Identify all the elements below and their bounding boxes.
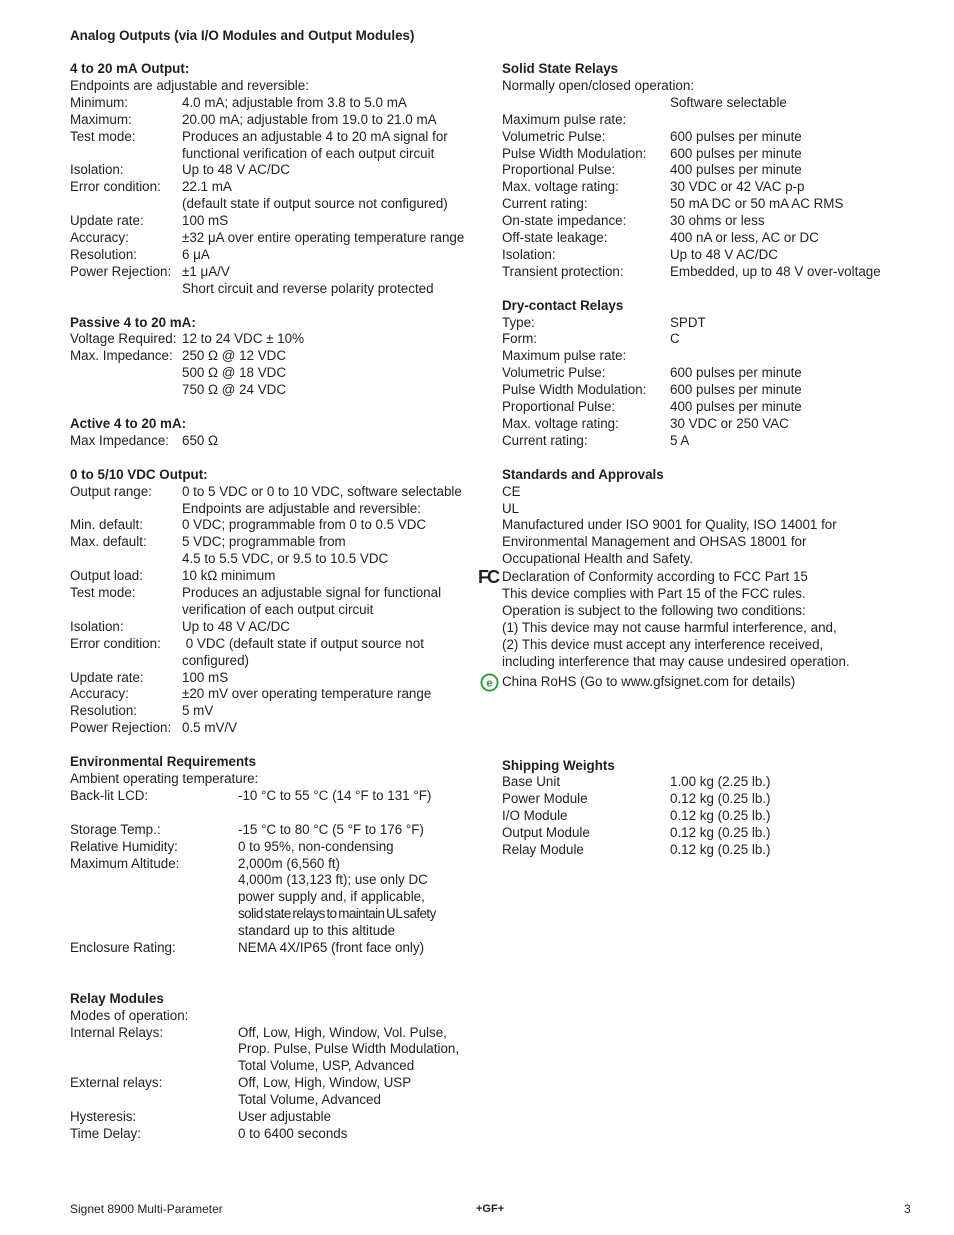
section-title: Environmental Requirements [70, 754, 257, 770]
spec-rows [502, 774, 922, 859]
spec-value-line: -15 °C to 80 °C (5 °F to 176 °F) [238, 821, 424, 837]
spec-row [502, 247, 922, 264]
spec-value [182, 484, 485, 518]
spec-row [70, 670, 485, 687]
spec-key: Max Impedance: [70, 432, 169, 448]
spec-value-line: 30 VDC or 42 VAC p-p [670, 179, 805, 195]
spec-row [70, 940, 485, 957]
right-column [478, 61, 922, 876]
spec-value-line: SPDT [670, 314, 706, 330]
spec-value [182, 703, 485, 720]
spec-value [182, 331, 485, 348]
section-title: Solid State Relays [502, 61, 619, 76]
spec-value [182, 720, 485, 737]
spec-value-line: functional verification of each output circuit [182, 145, 435, 161]
spec-value [182, 433, 485, 450]
spec-row [502, 348, 922, 365]
spec-value [670, 399, 922, 416]
spec-value-line: 0 VDC (default state if output source not [182, 635, 424, 651]
spec-key: Base Unit [502, 774, 561, 790]
spec-value-line: 400 pulses per minute [670, 162, 802, 178]
spec-key: Internal Relays: [70, 1024, 164, 1040]
spec-key: Pulse Width Modulation: [502, 382, 647, 398]
spec-value-line: Embedded, up to 48 V over-voltage [670, 263, 881, 279]
spec-value [670, 264, 922, 281]
spec-key: Output range: [70, 483, 152, 499]
spec-value-line: Produces an adjustable signal for functional [182, 585, 442, 601]
spec-row [70, 129, 485, 163]
spec-value-line: Up to 48 V AC/DC [670, 246, 778, 262]
spec-row [502, 112, 922, 129]
spec-row [70, 636, 485, 670]
fcc-line: Operation is subject to the following two conditions: [502, 602, 806, 618]
spec-key: Resolution: [70, 703, 137, 719]
spec-key: Voltage Required: [70, 331, 177, 347]
spec-rows [70, 822, 485, 957]
spec-key: Isolation: [502, 246, 556, 262]
spec-key: Off-state leakage: [502, 230, 608, 246]
spec-key: Transient protection: [502, 263, 624, 279]
section-title: Standards and Approvals [502, 466, 664, 482]
china-rohs-icon [480, 673, 499, 692]
spec-key: Power Rejection: [70, 720, 172, 736]
spec-row [502, 331, 922, 348]
spec-value [670, 230, 922, 247]
page-title: Analog Outputs (via I/O Modules and Output Modules) [70, 28, 415, 43]
spec-key: Accuracy: [70, 230, 129, 246]
spec-value-line: 12 to 24 VDC ± 10% [182, 331, 304, 347]
spec-value [238, 839, 485, 856]
spec-value [182, 619, 485, 636]
spec-value-line: 5 VDC; programmable from [182, 534, 346, 550]
spec-key: Update rate: [70, 213, 144, 229]
spec-key: Isolation: [70, 162, 124, 178]
section-shipping-weights [502, 758, 922, 859]
section-title: 4 to 20 mA Output: [70, 61, 190, 76]
fcc-line: This device complies with Part 15 of the FCC rules. [502, 586, 806, 602]
spec-key: Accuracy: [70, 686, 129, 702]
spec-value-line: solid state relays to maintain UL safety [238, 906, 436, 922]
spec-row [70, 95, 485, 112]
section-title: Passive 4 to 20 mA: [70, 314, 196, 330]
footer-product-name: Signet 8900 Multi-Parameter [70, 1202, 223, 1216]
spec-value [238, 1126, 485, 1143]
spec-rows [70, 1025, 485, 1143]
fcc-line: Declaration of Conformity according to FCC Part 15 [502, 569, 808, 585]
spec-key: Output Module [502, 825, 590, 841]
spec-value-line: Off, Low, High, Window, Vol. Pulse, [238, 1024, 447, 1040]
spec-value-line: 10 kΩ minimum [182, 568, 276, 584]
section-title: Active 4 to 20 mA: [70, 416, 187, 431]
spec-value [670, 808, 922, 825]
spec-rows [502, 315, 922, 450]
spec-row [502, 196, 922, 213]
spec-value-line: Short circuit and reverse polarity protected [182, 280, 434, 296]
spec-key: Type: [502, 314, 535, 330]
spec-row [502, 213, 922, 230]
spec-value [670, 112, 922, 129]
section-title: Shipping Weights [502, 757, 615, 773]
spec-key: Proportional Pulse: [502, 162, 616, 178]
spec-row [70, 331, 485, 348]
spec-value [238, 822, 485, 839]
spec-value [670, 315, 922, 332]
spec-value-line: 600 pulses per minute [670, 382, 802, 398]
spec-key: Power Module [502, 791, 588, 807]
spec-value [670, 129, 922, 146]
left-column [70, 61, 485, 1160]
spec-value-line: 5 mV [182, 703, 214, 719]
spec-row [70, 230, 485, 247]
spec-row [70, 568, 485, 585]
spec-value-line: Software selectable [670, 94, 787, 110]
spec-row [70, 686, 485, 703]
spec-key: Isolation: [70, 618, 124, 634]
spec-value-line: Up to 48 V AC/DC [182, 618, 290, 634]
spec-key: Storage Temp.: [70, 821, 161, 837]
spec-value-line: Total Volume, USP, Advanced [238, 1058, 415, 1074]
spec-value-line: 50 mA DC or 50 mA AC RMS [670, 196, 844, 212]
section-intro: Modes of operation: [70, 1007, 189, 1023]
spec-value [182, 162, 485, 179]
spec-value [182, 348, 485, 399]
spec-key: Max. voltage rating: [502, 179, 619, 195]
spec-value-line: configured) [182, 652, 249, 668]
spec-key: Relay Module [502, 842, 584, 858]
spec-value-line: 600 pulses per minute [670, 365, 802, 381]
spec-value [182, 517, 485, 534]
spec-value-line: 1.00 kg (2.25 lb.) [670, 774, 771, 790]
spec-key: Max. Impedance: [70, 348, 173, 364]
spec-value [670, 95, 922, 112]
spec-value [238, 1109, 485, 1126]
spec-row [502, 146, 922, 163]
spec-row [70, 1025, 485, 1076]
section-4-20ma-output [70, 61, 485, 298]
spec-row [70, 1126, 485, 1143]
spec-key: Maximum Altitude: [70, 855, 180, 871]
spec-value-line: NEMA 4X/IP65 (front face only) [238, 940, 425, 956]
spec-value-line: 0.12 kg (0.25 lb.) [670, 825, 771, 841]
spec-key: Minimum: [70, 94, 129, 110]
spec-key: On-state impedance: [502, 213, 627, 229]
spec-key: Power Rejection: [70, 263, 172, 279]
spec-row [70, 1109, 485, 1126]
rohs-block [486, 673, 922, 691]
spec-value-line: 0 to 6400 seconds [238, 1125, 348, 1141]
spec-key: Resolution: [70, 246, 137, 262]
spec-value-line: 4.5 to 5.5 VDC, or 9.5 to 10.5 VDC [182, 551, 389, 567]
spec-key: Time Delay: [70, 1125, 141, 1141]
spec-key: Enclosure Rating: [70, 940, 176, 956]
section-standards [478, 466, 922, 691]
section-vdc-output [70, 467, 485, 738]
spec-value [670, 196, 922, 213]
spec-key: Volumetric Pulse: [502, 128, 606, 144]
spec-value-line [670, 112, 922, 129]
spec-value [670, 433, 922, 450]
spec-value [670, 146, 922, 163]
spec-value-line: 4.0 mA; adjustable from 3.8 to 5.0 mA [182, 94, 407, 110]
spec-value-line: 0.12 kg (0.25 lb.) [670, 808, 771, 824]
standards-line: Manufactured under ISO 9001 for Quality, ISO 14001 for [502, 517, 837, 533]
spec-key: Relative Humidity: [70, 838, 178, 854]
spec-row [502, 774, 922, 791]
spec-value [670, 416, 922, 433]
spec-row [502, 365, 922, 382]
spec-rows [70, 484, 485, 738]
section-passive-4-20ma [70, 315, 485, 400]
spec-value [182, 247, 485, 264]
spec-value-line: 0.5 mV/V [182, 720, 238, 736]
spec-row [70, 264, 485, 298]
spec-row [70, 1075, 485, 1109]
spec-value-line: User adjustable [238, 1109, 332, 1125]
spec-row [70, 534, 485, 568]
spec-row [502, 791, 922, 808]
spec-value [182, 179, 485, 213]
spec-key: Min. default: [70, 517, 143, 533]
spec-key [502, 95, 670, 112]
spec-value [670, 348, 922, 365]
spec-row [70, 720, 485, 737]
spec-value [182, 264, 485, 298]
spec-value [182, 585, 485, 619]
fcc-line: (2) This device must accept any interference received, [502, 636, 824, 652]
spec-row [502, 842, 922, 859]
spec-value-line: Prop. Pulse, Pulse Width Modulation, [238, 1041, 460, 1057]
spec-value-line: ±20 mV over operating temperature range [182, 686, 432, 702]
spec-value [182, 129, 485, 163]
spec-key: Test mode: [70, 128, 136, 144]
spec-key: Error condition: [70, 179, 161, 195]
spec-value [182, 636, 485, 670]
section-dry-contact-relays [502, 298, 922, 450]
spec-row [70, 484, 485, 518]
spec-key: Volumetric Pulse: [502, 365, 606, 381]
spec-value-line: 0 to 5 VDC or 0 to 10 VDC, software selectable [182, 483, 462, 499]
spec-key: Max. voltage rating: [502, 416, 619, 432]
spec-key: Error condition: [70, 635, 161, 651]
spec-row [70, 585, 485, 619]
spec-value [670, 842, 922, 859]
section-title: Dry-contact Relays [502, 297, 624, 313]
spec-value-line: verification of each output circuit [182, 601, 374, 617]
section-intro: Normally open/closed operation: [502, 77, 695, 93]
spec-value-line: power supply and, if applicable, [238, 889, 425, 905]
spec-value-line: 4,000m (13,123 ft); use only DC [238, 872, 428, 888]
spec-key: Pulse Width Modulation: [502, 145, 647, 161]
spec-value [182, 112, 485, 129]
spec-value [670, 365, 922, 382]
spec-value [238, 940, 485, 957]
spec-row [502, 808, 922, 825]
spec-value-line: 20.00 mA; adjustable from 19.0 to 21.0 mA [182, 111, 437, 127]
spec-key: External relays: [70, 1075, 163, 1091]
fcc-line: (1) This device may not cause harmful interference, and, [502, 619, 837, 635]
spec-key: I/O Module [502, 808, 568, 824]
spec-value-line: 30 ohms or less [670, 213, 765, 229]
spec-value [670, 382, 922, 399]
spec-row [70, 619, 485, 636]
spec-value-line: Endpoints are adjustable and reversible: [182, 500, 421, 516]
spec-value-line: 2,000m (6,560 ft) [238, 855, 340, 871]
spec-key: Output load: [70, 568, 143, 584]
spec-value [670, 247, 922, 264]
spec-value [670, 774, 922, 791]
spec-value [238, 856, 485, 941]
section-intro: Endpoints are adjustable and reversible: [70, 77, 309, 93]
spec-key: Current rating: [502, 196, 588, 212]
spec-row [70, 517, 485, 534]
rohs-line: China RoHS (Go to www.gfsignet.com for details) [502, 673, 796, 689]
spec-value [182, 568, 485, 585]
spec-row [70, 112, 485, 129]
spec-value-line: 400 pulses per minute [670, 399, 802, 415]
spec-row-backlit-lcd [70, 788, 485, 805]
spec-value-line: 22.1 mA [182, 179, 232, 195]
standards-line: CE [502, 483, 521, 499]
section-environmental [70, 754, 485, 957]
spec-row [70, 839, 485, 856]
spec-value [238, 1075, 485, 1109]
spec-row [502, 433, 922, 450]
spec-row [70, 433, 485, 450]
spec-row [502, 230, 922, 247]
spec-value-line: 500 Ω @ 18 VDC [182, 365, 286, 381]
spec-row [502, 399, 922, 416]
spec-value [182, 95, 485, 112]
page-number: 3 [904, 1202, 911, 1216]
spec-value-line: 600 pulses per minute [670, 128, 802, 144]
spec-value [670, 162, 922, 179]
spec-value [670, 179, 922, 196]
spec-row [502, 162, 922, 179]
spec-rows [70, 95, 485, 298]
section-relay-modules [70, 991, 485, 1143]
spec-row [502, 264, 922, 281]
spec-key: Proportional Pulse: [502, 399, 616, 415]
rohs-logo-letter: e [486, 677, 493, 690]
spec-key: Max. default: [70, 534, 147, 550]
spec-value [182, 670, 485, 687]
section-solid-state-relays [502, 61, 922, 281]
spec-value-line: Off, Low, High, Window, USP [238, 1075, 412, 1091]
fcc-logo-icon: FC [478, 567, 498, 588]
spec-value [238, 1025, 485, 1076]
spec-key: Hysteresis: [70, 1109, 137, 1125]
spec-value-line: standard up to this altitude [238, 923, 396, 939]
spec-row [502, 95, 922, 112]
spec-key: Form: [502, 331, 537, 347]
fcc-block [478, 567, 922, 670]
spec-row [70, 348, 485, 399]
spec-value-line: 5 A [670, 432, 690, 448]
section-title: Relay Modules [70, 990, 164, 1006]
spec-row [502, 179, 922, 196]
standards-line: Occupational Health and Safety. [502, 551, 694, 567]
spec-value-line: 650 Ω [182, 432, 219, 448]
spec-row [502, 382, 922, 399]
spec-value-line: 100 mS [182, 669, 229, 685]
spec-value [182, 230, 485, 247]
spec-row [70, 213, 485, 230]
section-active-4-20ma [70, 416, 485, 450]
spec-value-line: ±1 μA/V [182, 263, 230, 279]
spec-rows [502, 95, 922, 281]
spec-value [182, 686, 485, 703]
spec-row [70, 822, 485, 839]
spec-key: Back-lit LCD: [70, 787, 149, 803]
spec-row [502, 416, 922, 433]
spec-rows [70, 433, 485, 450]
spec-key: Test mode: [70, 585, 136, 601]
spec-value-line: 0.12 kg (0.25 lb.) [670, 842, 771, 858]
spec-key: Maximum pulse rate: [502, 348, 627, 364]
spec-value [670, 331, 922, 348]
spec-value-line: 400 nA or less, AC or DC [670, 230, 819, 246]
spec-value [182, 534, 485, 568]
spec-value-line: Up to 48 V AC/DC [182, 162, 290, 178]
section-intro: Ambient operating temperature: [70, 771, 259, 786]
spec-value: -10 °C to 55 °C (14 °F to 131 °F) [238, 787, 432, 803]
spec-row [502, 129, 922, 146]
spec-row [502, 825, 922, 842]
gf-logo: +GF+ [476, 1203, 505, 1215]
fcc-line: including interference that may cause undesired operation. [502, 653, 850, 669]
spec-value-line: ±32 μA over entire operating temperature range [182, 230, 465, 246]
spec-value-line: 100 mS [182, 213, 229, 229]
spec-value [670, 213, 922, 230]
spec-row [70, 179, 485, 213]
spec-key: Update rate: [70, 669, 144, 685]
spec-value-line: (default state if output source not configured) [182, 196, 448, 212]
spec-row [70, 162, 485, 179]
section-title: 0 to 5/10 VDC Output: [70, 466, 208, 482]
spec-value-line: C [670, 331, 680, 347]
spec-value-line: 0 VDC; programmable from 0 to 0.5 VDC [182, 517, 427, 533]
spec-rows [70, 331, 485, 399]
spec-value-line: 0.12 kg (0.25 lb.) [670, 791, 771, 807]
standards-line: Environmental Management and OHSAS 18001 for [502, 534, 807, 550]
spec-value-line: 0 to 95%, non-condensing [238, 838, 394, 854]
spec-value [182, 213, 485, 230]
spec-value [670, 825, 922, 842]
standards-line: UL [502, 500, 520, 516]
spec-value [670, 791, 922, 808]
spec-row [70, 247, 485, 264]
spec-row [70, 856, 485, 941]
spec-key: Current rating: [502, 432, 588, 448]
spec-value-line: 30 VDC or 250 VAC [670, 416, 789, 432]
spec-value-line: 250 Ω @ 12 VDC [182, 348, 286, 364]
spec-key: Maximum pulse rate: [502, 111, 627, 127]
spec-value-line: 600 pulses per minute [670, 145, 802, 161]
spec-value-line [670, 348, 922, 365]
spec-value-line: Produces an adjustable 4 to 20 mA signal for [182, 128, 448, 144]
spec-value-line: 750 Ω @ 24 VDC [182, 382, 286, 398]
spec-key: Maximum: [70, 111, 132, 127]
spec-value-line: 6 μA [182, 246, 210, 262]
spec-row [502, 315, 922, 332]
spec-value-line: Total Volume, Advanced [238, 1092, 381, 1108]
spec-row [70, 703, 485, 720]
